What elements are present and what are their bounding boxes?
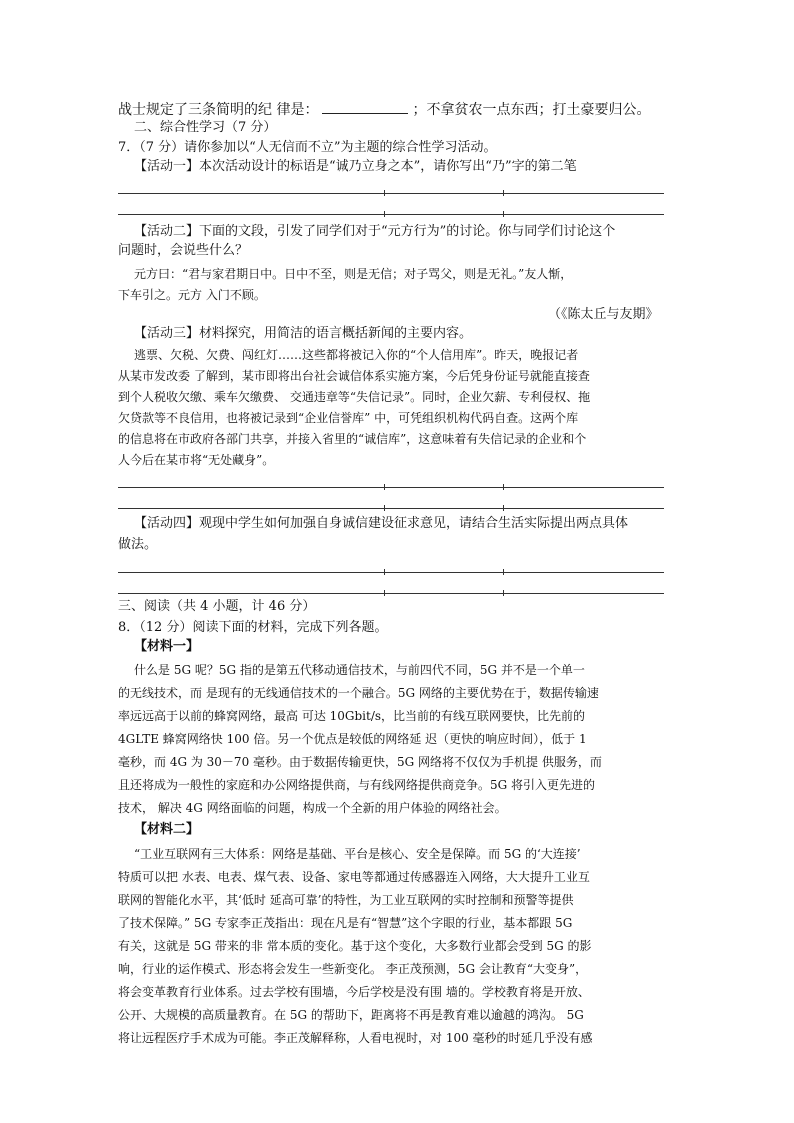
news-line: 逃票、欠税、欠费、闯红灯……这些都将被记入你的“个人信用库”。昨天，晚报记者 — [134, 348, 579, 362]
material-2-heading: 【材料二】 — [134, 822, 200, 837]
material-2-line: 了技术保障。” 5G 专家李正茂指出：现在凡是有“智慧”这个字眼的行业，基本都跟 5G — [118, 916, 573, 930]
news-line: 从某市发改委 了解到，某市即将出台社会诚信体系实施方案，今后凭身份证号就能直接查 — [118, 369, 590, 383]
activity-3: 【活动三】材料探究，用简洁的语言概括新闻的主要内容。 — [134, 326, 473, 341]
quote-source: （《陈太丘与友期》 — [548, 307, 659, 322]
answer-line-tick — [384, 505, 385, 511]
material-1-line: 什么是 5G 呢？5G 指的是第五代移动通信技术，与前四代不同，5G 并不是一个单一 — [134, 663, 585, 677]
answer-line-tick — [384, 590, 385, 596]
activity-2: 【活动二】下面的文段，引发了同学们对于“元方行为”的讨论。你与同学们讨论这个 — [134, 224, 616, 239]
answer-line-tick — [503, 569, 504, 575]
answer-line-tick — [503, 211, 504, 217]
answer-line[interactable] — [118, 214, 664, 215]
answer-line-tick — [384, 484, 385, 490]
material-1-line: 率远远高于以前的蜂窝网络，最高 可达 10Gbit/s，比当前的有线互联网要快，比先前的 — [118, 709, 586, 723]
material-2-line: 响，行业的运作模式、形态将会发生一些新变化。 李正茂预测，5G 会让教育“大变身”， — [118, 962, 588, 976]
activity-1: 【活动一】本次活动设计的标语是“诚乃立身之本”，请你写出“乃”字的第二笔 — [134, 159, 577, 174]
material-1-line: 技术， 解决 4G 网络面临的问题，构成一个全新的用户体验的网络社会。 — [118, 801, 507, 815]
line-1-before: 战士规定了三条简明的纪 律是： — [118, 102, 319, 118]
material-2-line: 将会变革教育行业体系。过去学校有围墙，今后学校是没有围 墙的。学校教育将是开放、 — [118, 985, 590, 999]
answer-line-tick — [384, 569, 385, 575]
section-heading-3: 三、阅读（共 4 小题，计 46 分） — [118, 599, 316, 614]
material-1-line: 的无线技术，而 是现有的无线通信技术的一个融合。5G 网络的主要优势在于，数据传输速 — [118, 686, 599, 700]
material-1-heading: 【材料一】 — [134, 639, 200, 654]
answer-line[interactable] — [118, 593, 664, 594]
answer-line[interactable] — [118, 487, 664, 488]
line-1 — [118, 101, 650, 118]
question-8: 8．（12 分）阅读下面的材料，完成下列各题。 — [118, 620, 388, 635]
section-heading-2: 二、综合性学习（7 分） — [134, 120, 277, 135]
answer-line[interactable] — [118, 193, 664, 194]
material-2-line: 将让远程医疗手术成为可能。李正茂解释称，人看电视时，对 100 毫秒的时延几乎没有感 — [118, 1031, 593, 1045]
material-2-line: 联网的智能化水平，其‘低时 延高可靠’的特性，为工业互联网的实时控制和预警等提供 — [118, 893, 574, 907]
material-1-line: 且还将成为一般性的家庭和办公网络提供商，与有线网络提供商竞争。5G 将引入更先进的 — [118, 778, 596, 792]
news-line: 的信息将在市政府各部门共享，并接入省里的“诚信库”，这意味着有失信记录的企业和个 — [118, 432, 587, 446]
answer-line-tick — [384, 211, 385, 217]
answer-line[interactable] — [118, 572, 664, 573]
answer-line[interactable] — [118, 508, 664, 509]
answer-blank[interactable] — [322, 101, 408, 114]
answer-line-tick — [503, 190, 504, 196]
news-line: 到个人税收欠缴、乘车欠缴费、 交通违章等“失信记录”。同时，企业欠薪、专利侵权、拖 — [118, 390, 591, 404]
activity-4: 【活动四】观现中学生如何加强自身诚信建设征求意见，请结合生活实际提出两点具体 — [134, 516, 629, 531]
answer-line-tick — [503, 590, 504, 596]
news-line: 欠贷款等不良信用，也将被记录到“企业信誉库” 中，可凭组织机构代码自查。这两个库 — [118, 411, 579, 425]
material-2-line: “工业互联网有三大体系：网络是基础、平台是核心、安全是保障。而 5G 的‘大连接’ — [134, 847, 581, 861]
line-1-after: ；不拿贫农一点东西；打土豪要归公。 — [412, 102, 651, 118]
quote-text-cont: 下车引之。元方 入门不顾。 — [118, 288, 266, 302]
material-2-line: 特质可以把 水表、电表、煤气表、设备、家电等都通过传感器连入网络，大大提升工业互 — [118, 870, 590, 884]
material-2-line: 公开、大规模的高质量教育。在 5G 的帮助下，距离将不再是教育难以逾越的鸿沟。 5G — [118, 1008, 584, 1022]
answer-line-tick — [503, 505, 504, 511]
material-1-line: 毫秒，而 4G 为 30－70 毫秒。由于数据传输更快，5G 网络将不仅仅为手机提 供服务，而 — [118, 755, 602, 769]
question-7: 7．（7 分）请你参加以“人无信而不立”为主题的综合性学习活动。 — [118, 140, 497, 155]
material-2-line: 有关，这就是 5G 带来的非 常本质的变化。基于这个变化，大多数行业都会受到 5G 的影 — [118, 939, 592, 953]
material-1-line: 4GLTE 蜂窝网络快 100 倍。另一个优点是较低的网络延 迟（更快的响应时间），低于 1 — [118, 732, 587, 746]
news-line: 人今后在某市将“无处藏身”。 — [118, 453, 275, 467]
activity-2-cont: 问题时，会说些什么？ — [118, 243, 249, 258]
answer-line-tick — [503, 484, 504, 490]
quote-text: 元方曰：“君与家君期日中。日中不至，则是无信；对子骂父，则是无礼。”友人惭， — [134, 267, 573, 281]
activity-4-cont: 做法。 — [118, 537, 158, 552]
answer-line-tick — [384, 190, 385, 196]
